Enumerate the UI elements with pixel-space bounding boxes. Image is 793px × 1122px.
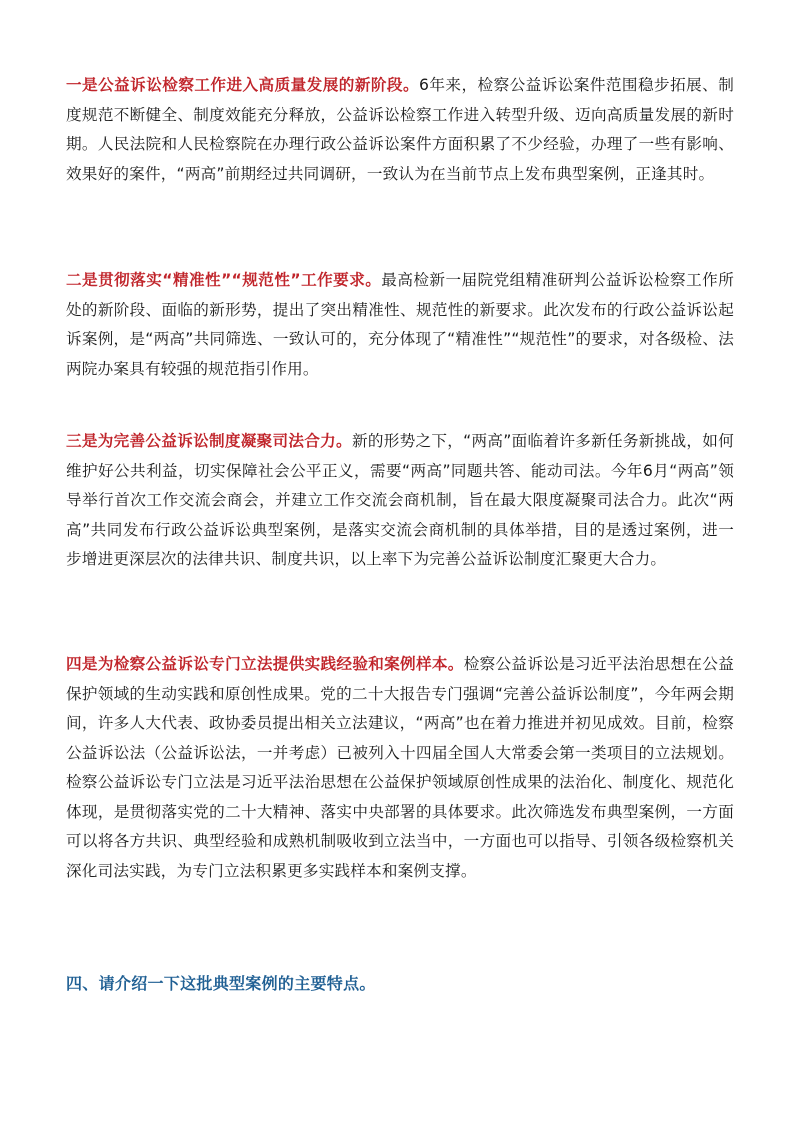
paragraph-two — [66, 266, 734, 384]
paragraph-three-body: 新的形势之下，“两高”面临着许多新任务新挑战，如何维护好公共利益，切实保障社会公平正义，需要“两高”同题共答、能动司法。今年6月“两高”领导举行首次工作交流会商会，并建立工作交流会商机制，旨在最大限度凝聚司法合力。此次“两高”共同发布行政公益诉讼典型案例，是落实交流会商机制的具体举措，目的是透过案例，进一步增进更深层次的法律共识、制度共识，以上率下为完善公益诉讼制度汇聚更大合力。 — [66, 432, 734, 568]
paragraph-two-lead: 二是贯彻落实“精准性”“规范性”工作要求。 — [66, 271, 382, 289]
paragraph-one-body: 6年来，检察公益诉讼案件范围稳步拓展、制度规范不断健全、制度效能充分释放，公益诉讼检察工作进入转型升级、迈向高质量发展的新时期。人民法院和人民检察院在办理行政公益诉讼案件方面积累了不少经验，办理了一些有影响、效果好的案件，“两高”前期经过共同调研，一致认为在当前节点上发布典型案例，正逢其时。 — [66, 76, 735, 183]
paragraph-four-lead: 四是为检察公益诉讼专门立法提供实践经验和案例样本。 — [66, 655, 464, 673]
paragraph-four — [66, 650, 734, 886]
paragraph-one-lead: 一是公益诉讼检察工作进入高质量发展的新阶段。 — [66, 76, 420, 94]
question-heading: 四、请介绍一下这批典型案例的主要特点。 — [66, 974, 376, 993]
paragraph-four-body: 检察公益诉讼是习近平法治思想在公益保护领域的生动实践和原创性成果。党的二十大报告专门强调“完善公益诉讼制度”，今年两会期间，许多人大代表、政协委员提出相关立法建议，“两高”也在着力推进并初见成效。目前，检察公益诉讼法（公益诉讼法，一并考虑）已被列入十四届全国人大常委会第一类项目的立法规划。检察公益诉讼专门立法是习近平法治思想在公益保护领域原创性成果的法治化、制度化、规范化体现，是贯彻落实党的二十大精神、落实中央部署的具体要求。此次筛选发布典型案例，一方面可以将各方共识、典型经验和成熟机制吸收到立法当中，一方面也可以指导、引领各级检察机关深化司法实践，为专门立法积累更多实践样本和案例支撑。 — [66, 655, 734, 880]
paragraph-three — [66, 427, 734, 575]
paragraph-two-body: 最高检新一届院党组精准研判公益诉讼检察工作所处的新阶段、面临的新形势，提出了突出精准性、规范性的新要求。此次发布的行政公益诉讼起诉案例，是“两高”共同筛选、一致认可的，充分体现了“精准性”“规范性”的要求，对各级检、法两院办案具有较强的规范指引作用。 — [66, 271, 734, 378]
paragraph-three-lead: 三是为完善公益诉讼制度凝聚司法合力。 — [66, 432, 352, 450]
paragraph-one — [66, 71, 734, 189]
